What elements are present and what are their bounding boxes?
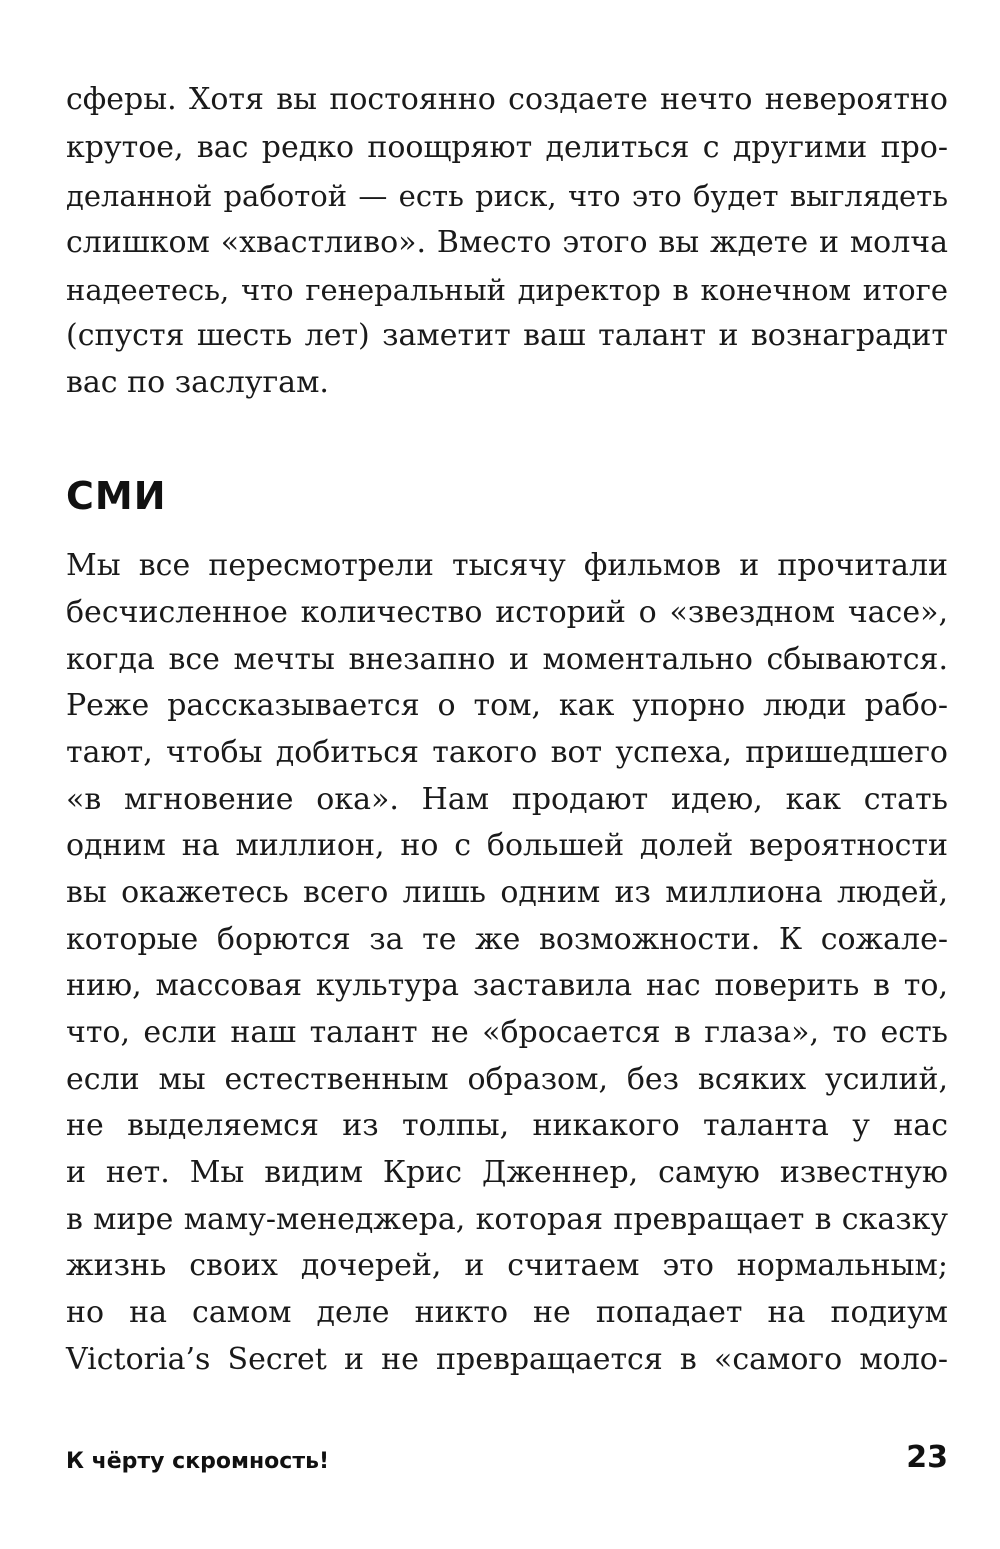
paragraph-2-line-14: и нет. Мы видим Крис Дженнер, самую известную — [66, 1155, 948, 1190]
paragraph-1-line-2: крутое, вас редко поощряют делиться с другими про- — [66, 130, 948, 165]
paragraph-2-line-17: но на самом деле никто не попадает на подиум — [66, 1295, 948, 1330]
paragraph-2-line-12: если мы естественным образом, без всяких усилий, — [66, 1062, 948, 1097]
section-heading: СМИ — [66, 474, 167, 518]
paragraph-2-line-16: жизнь своих дочерей, и считаем это нормальным; — [66, 1248, 948, 1283]
running-footer-title: К чёрту скромность! — [66, 1449, 330, 1474]
paragraph-2-line-6: «в мгновение ока». Нам продают идею, как стать — [66, 782, 948, 817]
paragraph-2-line-11: что, если наш талант не «бросается в глаза», то есть — [66, 1015, 948, 1050]
paragraph-1-line-4: слишком «хвастливо». Вместо этого вы ждете и молча — [66, 225, 948, 260]
paragraph-2-line-8: вы окажетесь всего лишь одним из миллиона людей, — [66, 875, 948, 910]
paragraph-1-line-1: сферы. Хотя вы постоянно создаете нечто невероятно — [66, 82, 948, 117]
paragraph-2-line-13: не выделяемся из толпы, никакого таланта у нас — [66, 1108, 948, 1143]
paragraph-2-line-7: одним на миллион, но с большей долей вероятности — [66, 828, 948, 863]
paragraph-1-line-6: (спустя шесть лет) заметит ваш талант и вознаградит — [66, 318, 948, 353]
page-number: 23 — [906, 1440, 948, 1475]
paragraph-2-line-3: когда все мечты внезапно и моментально сбываются. — [66, 642, 948, 677]
paragraph-2-line-4: Реже рассказывается о том, как упорно люди рабо- — [66, 688, 948, 723]
paragraph-2-line-2: бесчисленное количество историй о «звездном часе», — [66, 595, 948, 630]
paragraph-1-line-5: надеетесь, что генеральный директор в конечном итоге — [66, 273, 948, 307]
paragraph-2-line-10: нию, массовая культура заставила нас поверить в то, — [66, 968, 948, 1003]
paragraph-1-line-3: деланной работой — есть риск, что это будет выглядеть — [66, 179, 948, 213]
paragraph-2-line-18: Victoria’s Secret и не превращается в «самого моло- — [66, 1342, 948, 1377]
paragraph-2-line-1: Мы все пересмотрели тысячу фильмов и прочитали — [66, 548, 948, 583]
paragraph-2-line-15: в мире маму-менеджера, которая превращает в сказку — [66, 1202, 948, 1237]
paragraph-2-line-5: тают, чтобы добиться такого вот успеха, пришедшего — [66, 735, 948, 770]
paragraph-1-line-7: вас по заслугам. — [66, 365, 329, 400]
paragraph-2-line-9: которые борются за те же возможности. К сожале- — [66, 922, 948, 957]
